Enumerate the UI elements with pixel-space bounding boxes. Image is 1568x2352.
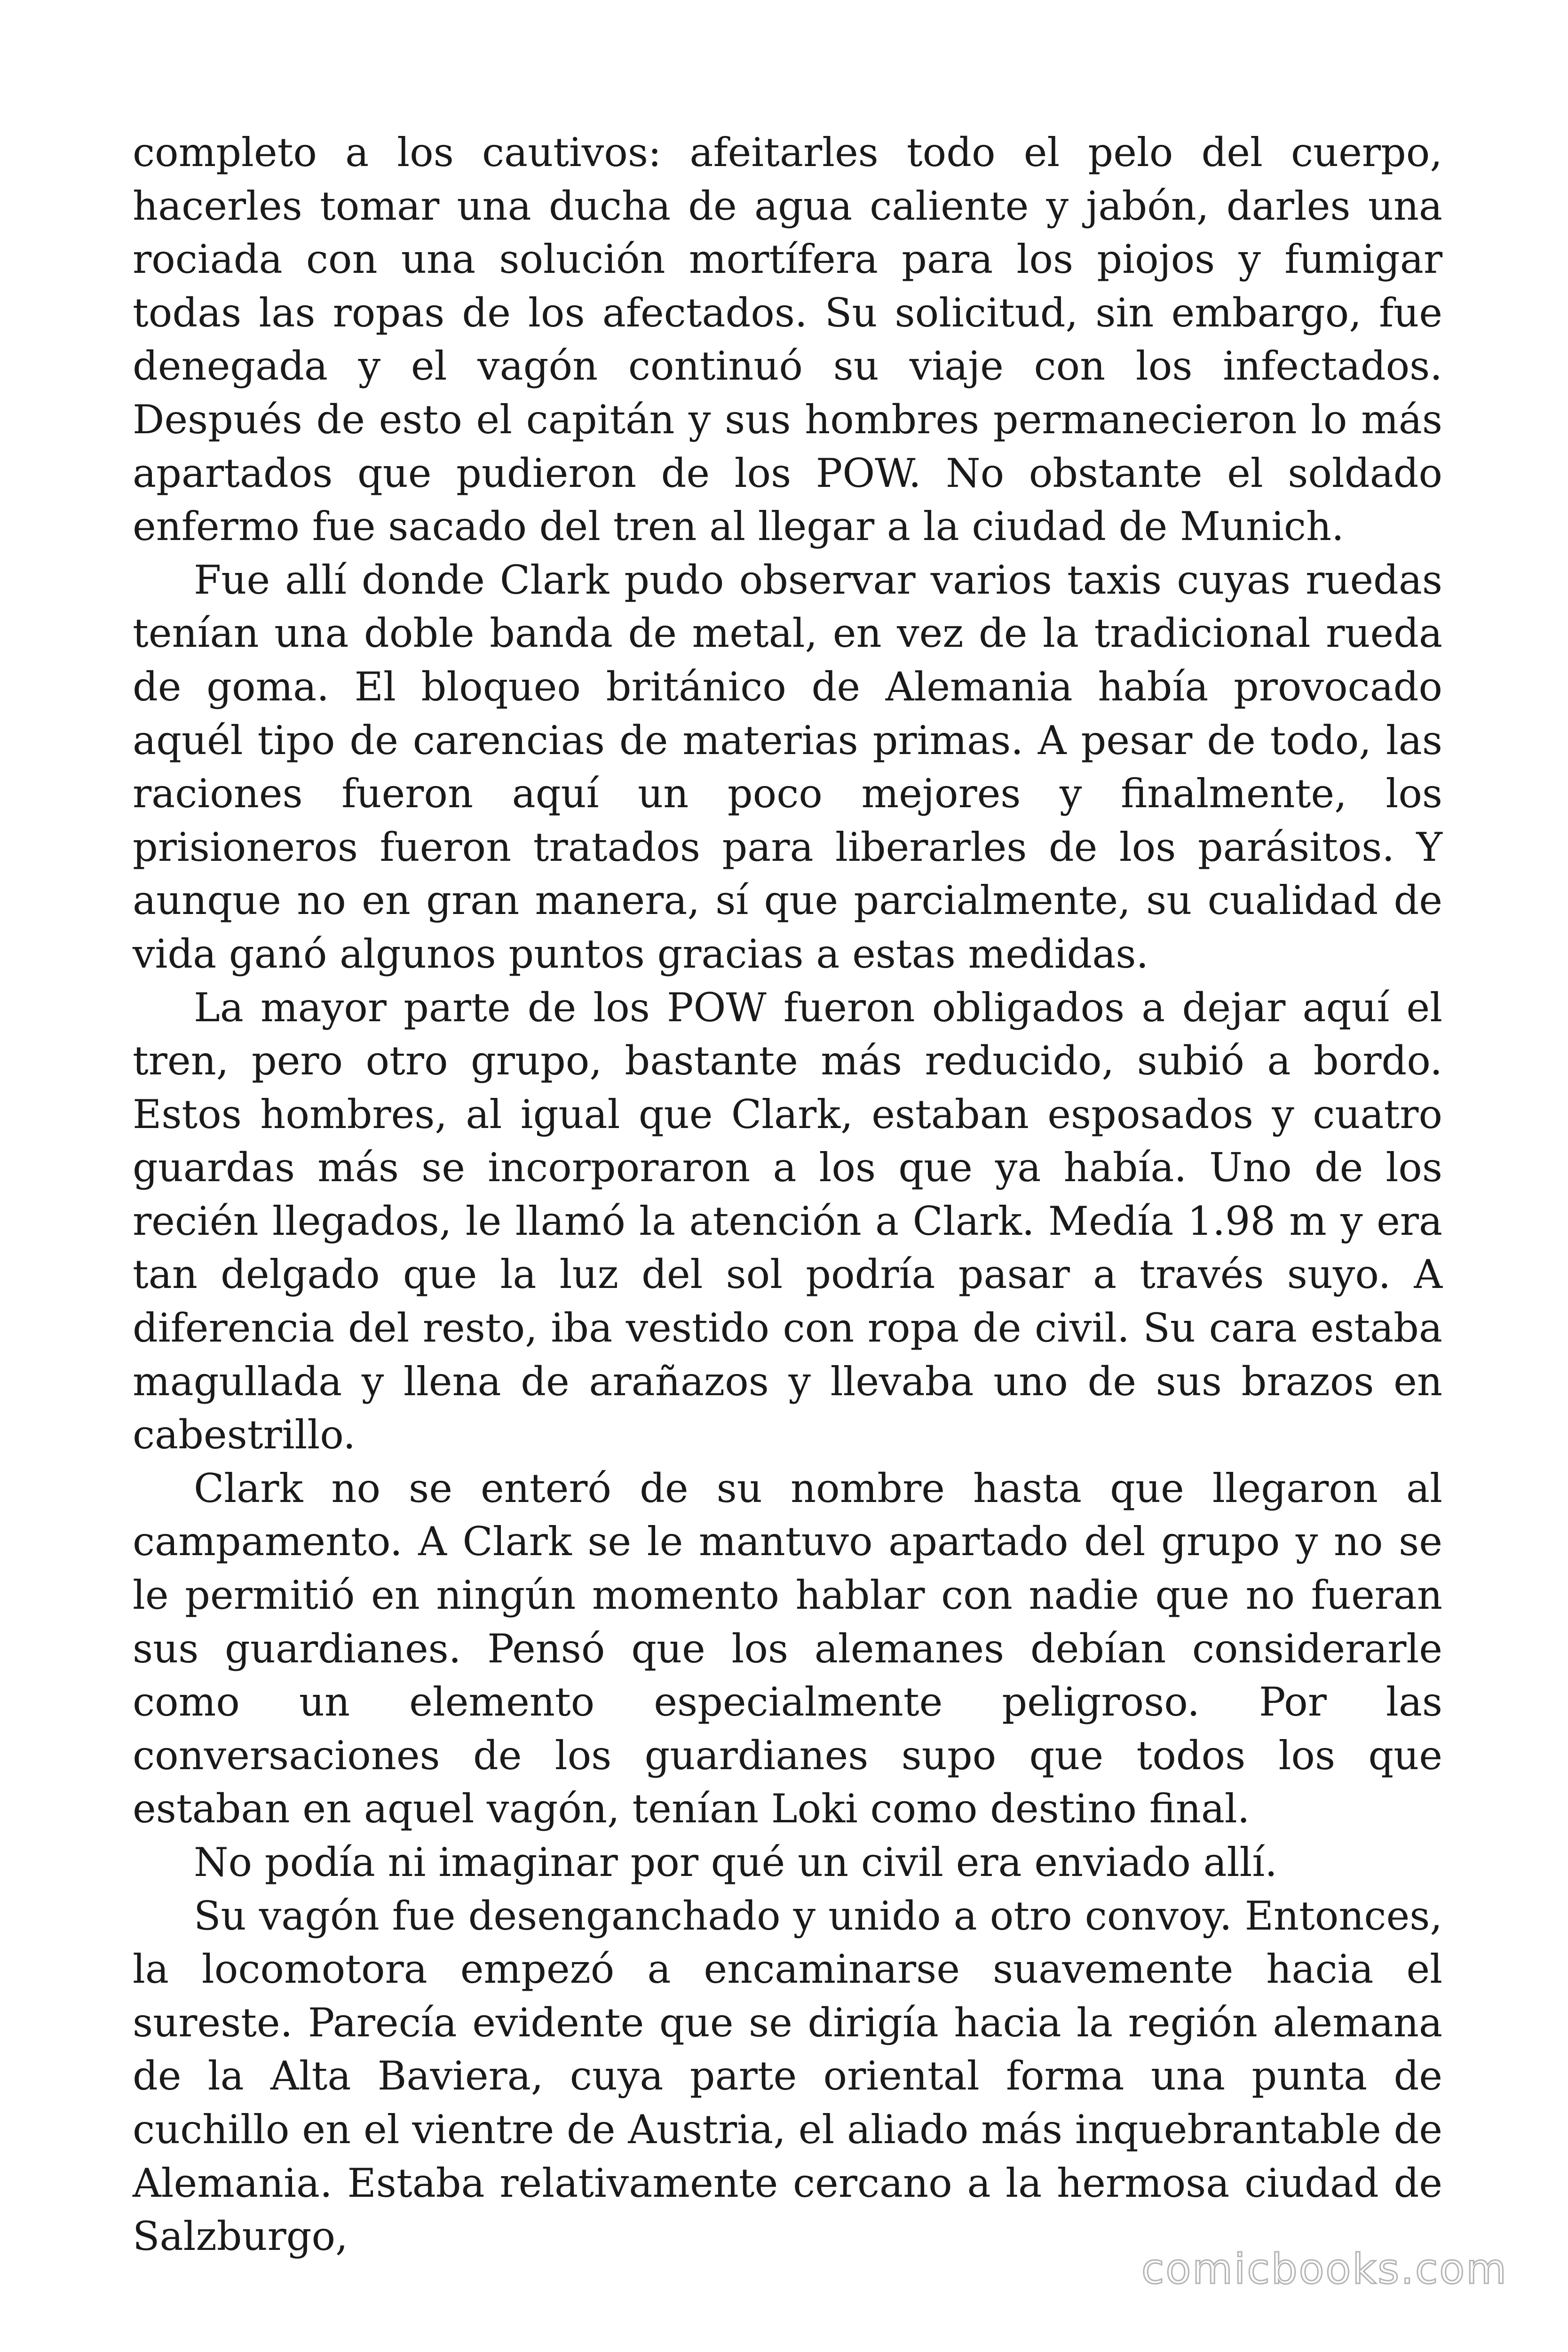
page-body: [133, 126, 1442, 2264]
watermark: comicbooks.com: [1141, 2245, 1508, 2293]
paragraph-5: No podía ni imaginar por qué un civil era enviado allí.: [194, 1839, 1277, 1885]
paragraph-4: Clark no se enteró de su nombre hasta que llegaron al campamento. A Clark se le mantuvo apartado del grupo y no se le permitió en ningún momento hablar con nadie que no fueran sus guardianes. Pensó que los alemanes debían considerarle como un elemento especialmente peligroso. Por las conversaciones de los guardianes supo que todos los que estaban en aquel vagón, tenían Loki como destino final.: [133, 1465, 1442, 1832]
paragraph-1: completo a los cautivos: afeitarles todo el pelo del cuerpo, hacerles tomar una ducha de agua caliente y jabón, darles una rociada con una solución mortífera para los piojos y fumigar todas las ropas de los afectados. Su solicitud, sin embargo, fue denegada y el vagón continuó su viaje con los infectados. Después de esto el capitán y sus hombres permanecieron lo más apartados que pudieron de los POW. No obstante el soldado enfermo fue sacado del tren al llegar a la ciudad de Munich.: [133, 129, 1442, 550]
paragraph-3: La mayor parte de los POW fueron obligados a dejar aquí el tren, pero otro grupo, bastante más reducido, subió a bordo. Estos hombres, al igual que Clark, estaban esposados y cuatro guardas más se incorporaron a los que ya había. Uno de los recién llegados, le llamó la atención a Clark. Medía 1.98 m y era tan delgado que la luz del sol podría pasar a través suyo. A diferencia del resto, iba vestido con ropa de civil. Su cara estaba magullada y llena de arañazos y llevaba uno de sus brazos en cabestrillo.: [133, 984, 1442, 1458]
paragraph-2: Fue allí donde Clark pudo observar varios taxis cuyas ruedas tenían una doble banda de metal, en vez de la tradicional rueda de goma. El bloqueo británico de Alemania había provocado aquél tipo de carencias de materias primas. A pesar de todo, las raciones fueron aquí un poco mejores y finalmente, los prisioneros fueron tratados para liberarles de los parásitos. Y aunque no en gran manera, sí que parcialmente, su cualidad de vida ganó algunos puntos gracias a estas medidas.: [133, 556, 1442, 977]
paragraph-6: Su vagón fue desenganchado y unido a otro convoy. Entonces, la locomotora empezó a encaminarse suavemente hacia el sureste. Parecía evidente que se dirigía hacia la región alemana de la Alta Baviera, cuya parte oriental forma una punta de cuchillo en el vientre de Austria, el aliado más inquebrantable de Alemania. Estaba relativamente cercano a la hermosa ciudad de Salzburgo,: [133, 1892, 1442, 2260]
